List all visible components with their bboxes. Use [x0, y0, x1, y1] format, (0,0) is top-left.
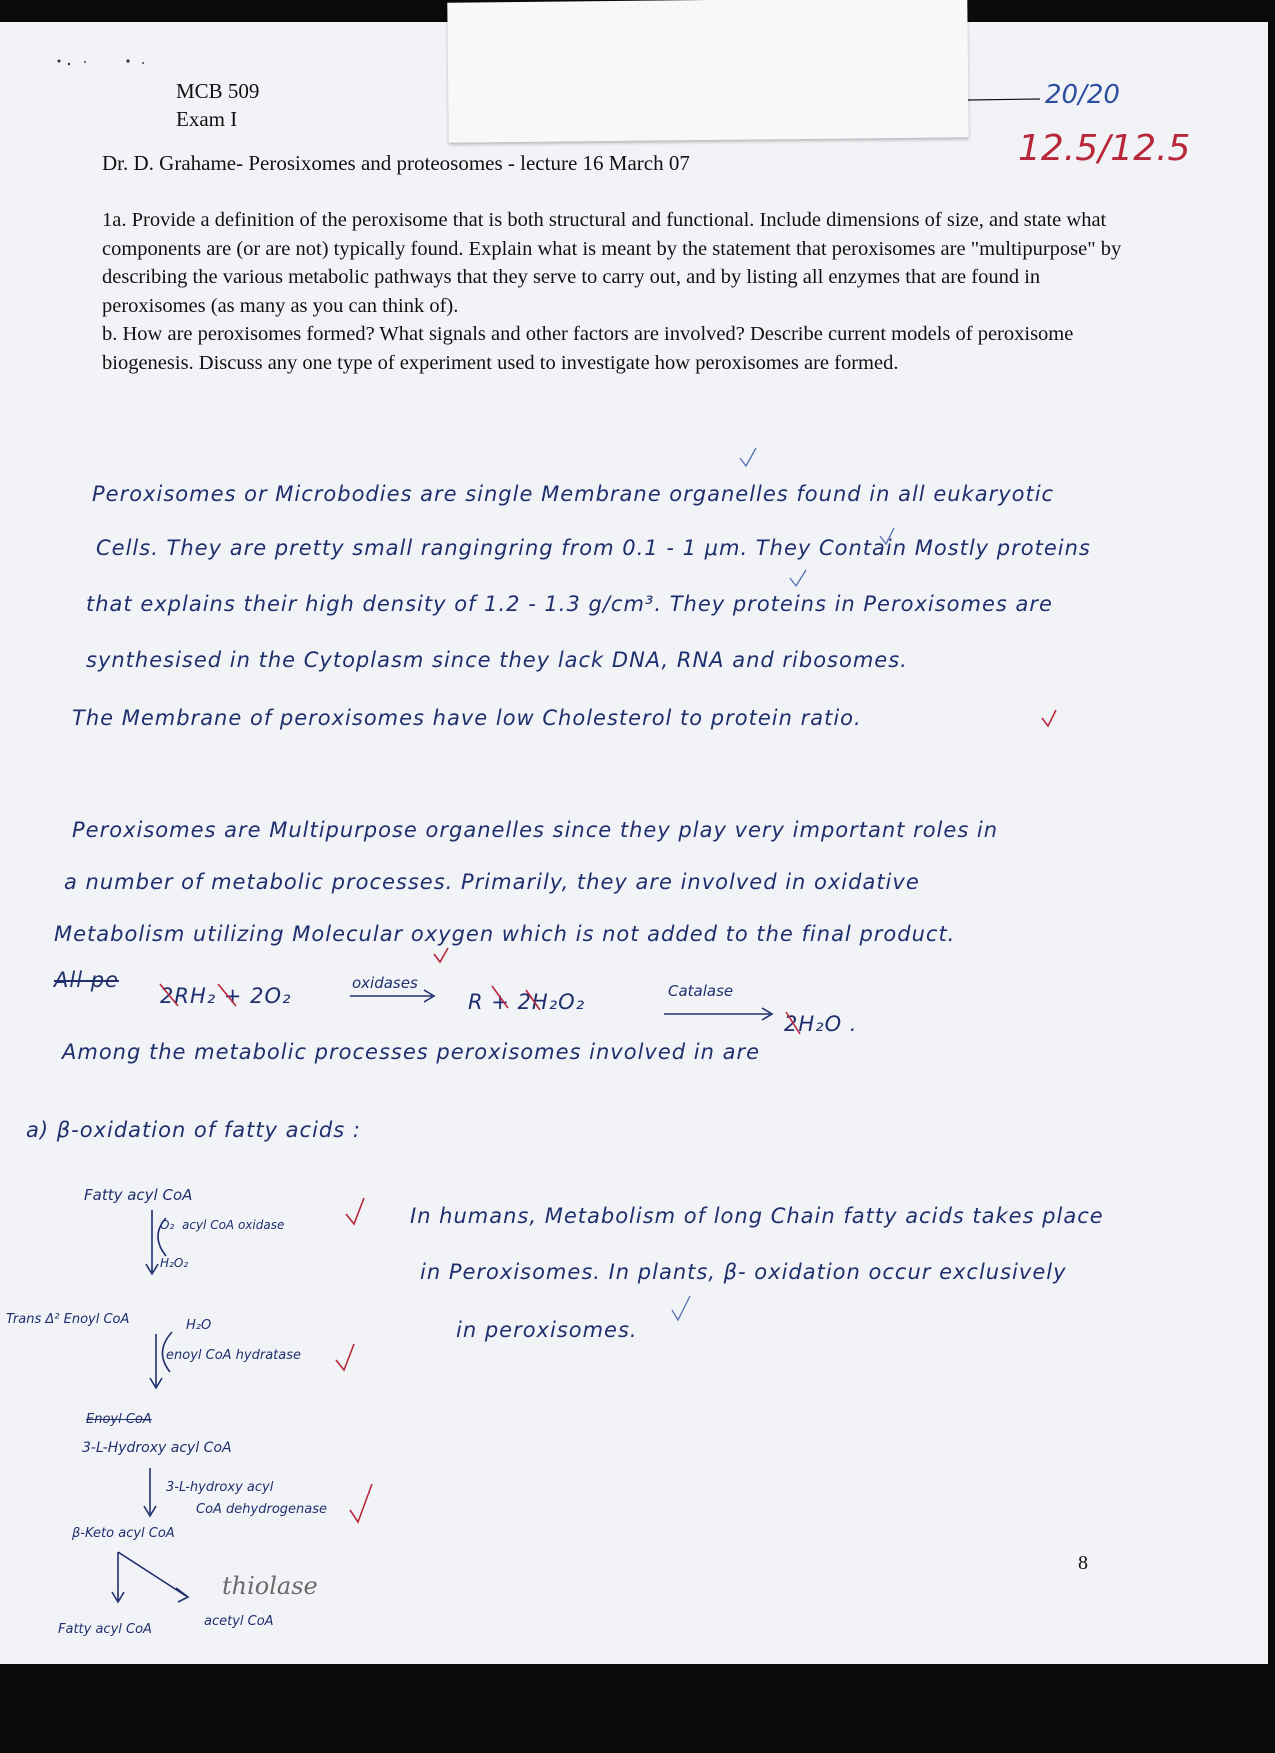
answer-line: Among the metabolic processes peroxisomes involved in are [62, 1040, 760, 1064]
pathway-intermediate: Trans Δ² Enoyl CoA [6, 1312, 130, 1327]
side-note-line: In humans, Metabolism of long Chain fatty acids takes place [410, 1204, 1104, 1228]
pathway-intermediate: 3-L-Hydroxy acyl CoA [82, 1440, 232, 1456]
answer-line: The Membrane of peroxisomes have low Cholesterol to protein ratio. [72, 706, 862, 730]
equation-enzyme-catalase: Catalase [668, 982, 734, 1000]
total-score: 20/20 [1045, 80, 1120, 110]
pathway-struck: Enoyl CoA [86, 1412, 152, 1427]
exam-label: Exam I [176, 107, 238, 131]
side-note-line: in peroxisomes. [456, 1318, 638, 1342]
answer-line: Metabolism utilizing Molecular oxygen which is not added to the final product. [54, 922, 956, 946]
answer-line: synthesised in the Cytoplasm since they lack DNA, RNA and ribosomes. [86, 648, 908, 672]
equation-reactants: 2RH₂ + 2O₂ [160, 984, 292, 1008]
pathway-intermediate: β-Keto acyl CoA [72, 1526, 175, 1541]
pathway-enzyme: 3-L-hydroxy acyl [166, 1480, 274, 1495]
answer-line: a number of metabolic processes. Primarily, they are involved in oxidative [64, 870, 920, 894]
pathway-substrate: Fatty acyl CoA [84, 1186, 193, 1204]
answer-line: Cells. They are pretty small rangingring from 0.1 - 1 μm. They Contain Mostly proteins [96, 536, 1091, 560]
pathway-enzyme: acyl CoA oxidase [182, 1218, 285, 1232]
pathway-cofactor: H₂O₂ [160, 1256, 189, 1270]
item-a-heading: a) β-oxidation of fatty acids : [26, 1118, 361, 1142]
pathway-cofactor: H₂O [186, 1318, 212, 1333]
pathway-product: acetyl CoA [204, 1614, 274, 1629]
answer-line: that explains their high density of 1.2 - 1.3 g/cm³. They proteins in Peroxisomes are [86, 592, 1053, 616]
question-1b: b. How are peroxisomes formed? What signals and other factors are involved? Describe current models of peroxisome biogenesis. Discuss any one type of experiment used to investigate how peroxisomes are formed. [102, 323, 1074, 374]
equation-enzyme-oxidases: oxidases [352, 974, 418, 992]
pathway-enzyme: enoyl CoA hydratase [166, 1348, 302, 1363]
pathway-enzyme-thiolase: thiolase [222, 1572, 318, 1600]
page-number: 8 [1078, 1552, 1088, 1574]
lecture-title: Dr. D. Grahame- Perosixomes and proteosomes - lecture 16 March 07 [102, 151, 690, 175]
course-code: MCB 509 [176, 79, 260, 103]
equation-product: 2H₂O . [784, 1012, 858, 1036]
pathway-enzyme: CoA dehydrogenase [196, 1502, 328, 1517]
pathway-product: Fatty acyl CoA [58, 1622, 152, 1637]
answer-line: Peroxisomes are Multipurpose organelles since they play very important roles in [72, 818, 999, 842]
struck-word: All pe [54, 968, 119, 992]
equation-middle: R + 2H₂O₂ [468, 990, 586, 1014]
answer-line: Peroxisomes or Microbodies are single Membrane organelles found in all eukaryotic [92, 482, 1055, 506]
pathway-cofactor: O₂ [160, 1218, 175, 1232]
section-score: 12.5/12.5 [1018, 128, 1191, 169]
side-note-line: in Peroxisomes. In plants, β- oxidation occur exclusively [420, 1260, 1067, 1284]
question-1a: 1a. Provide a definition of the peroxisome that is both structural and functional. Include dimensions of size, and state what components are (or are not) typically found. Explain what is meant by the statement that peroxisomes are "multipurpose" by describing the various metabolic pathways that they serve to carry out, and by listing all enzymes that are found in peroxisomes (as many as you can think of). [102, 209, 1122, 317]
